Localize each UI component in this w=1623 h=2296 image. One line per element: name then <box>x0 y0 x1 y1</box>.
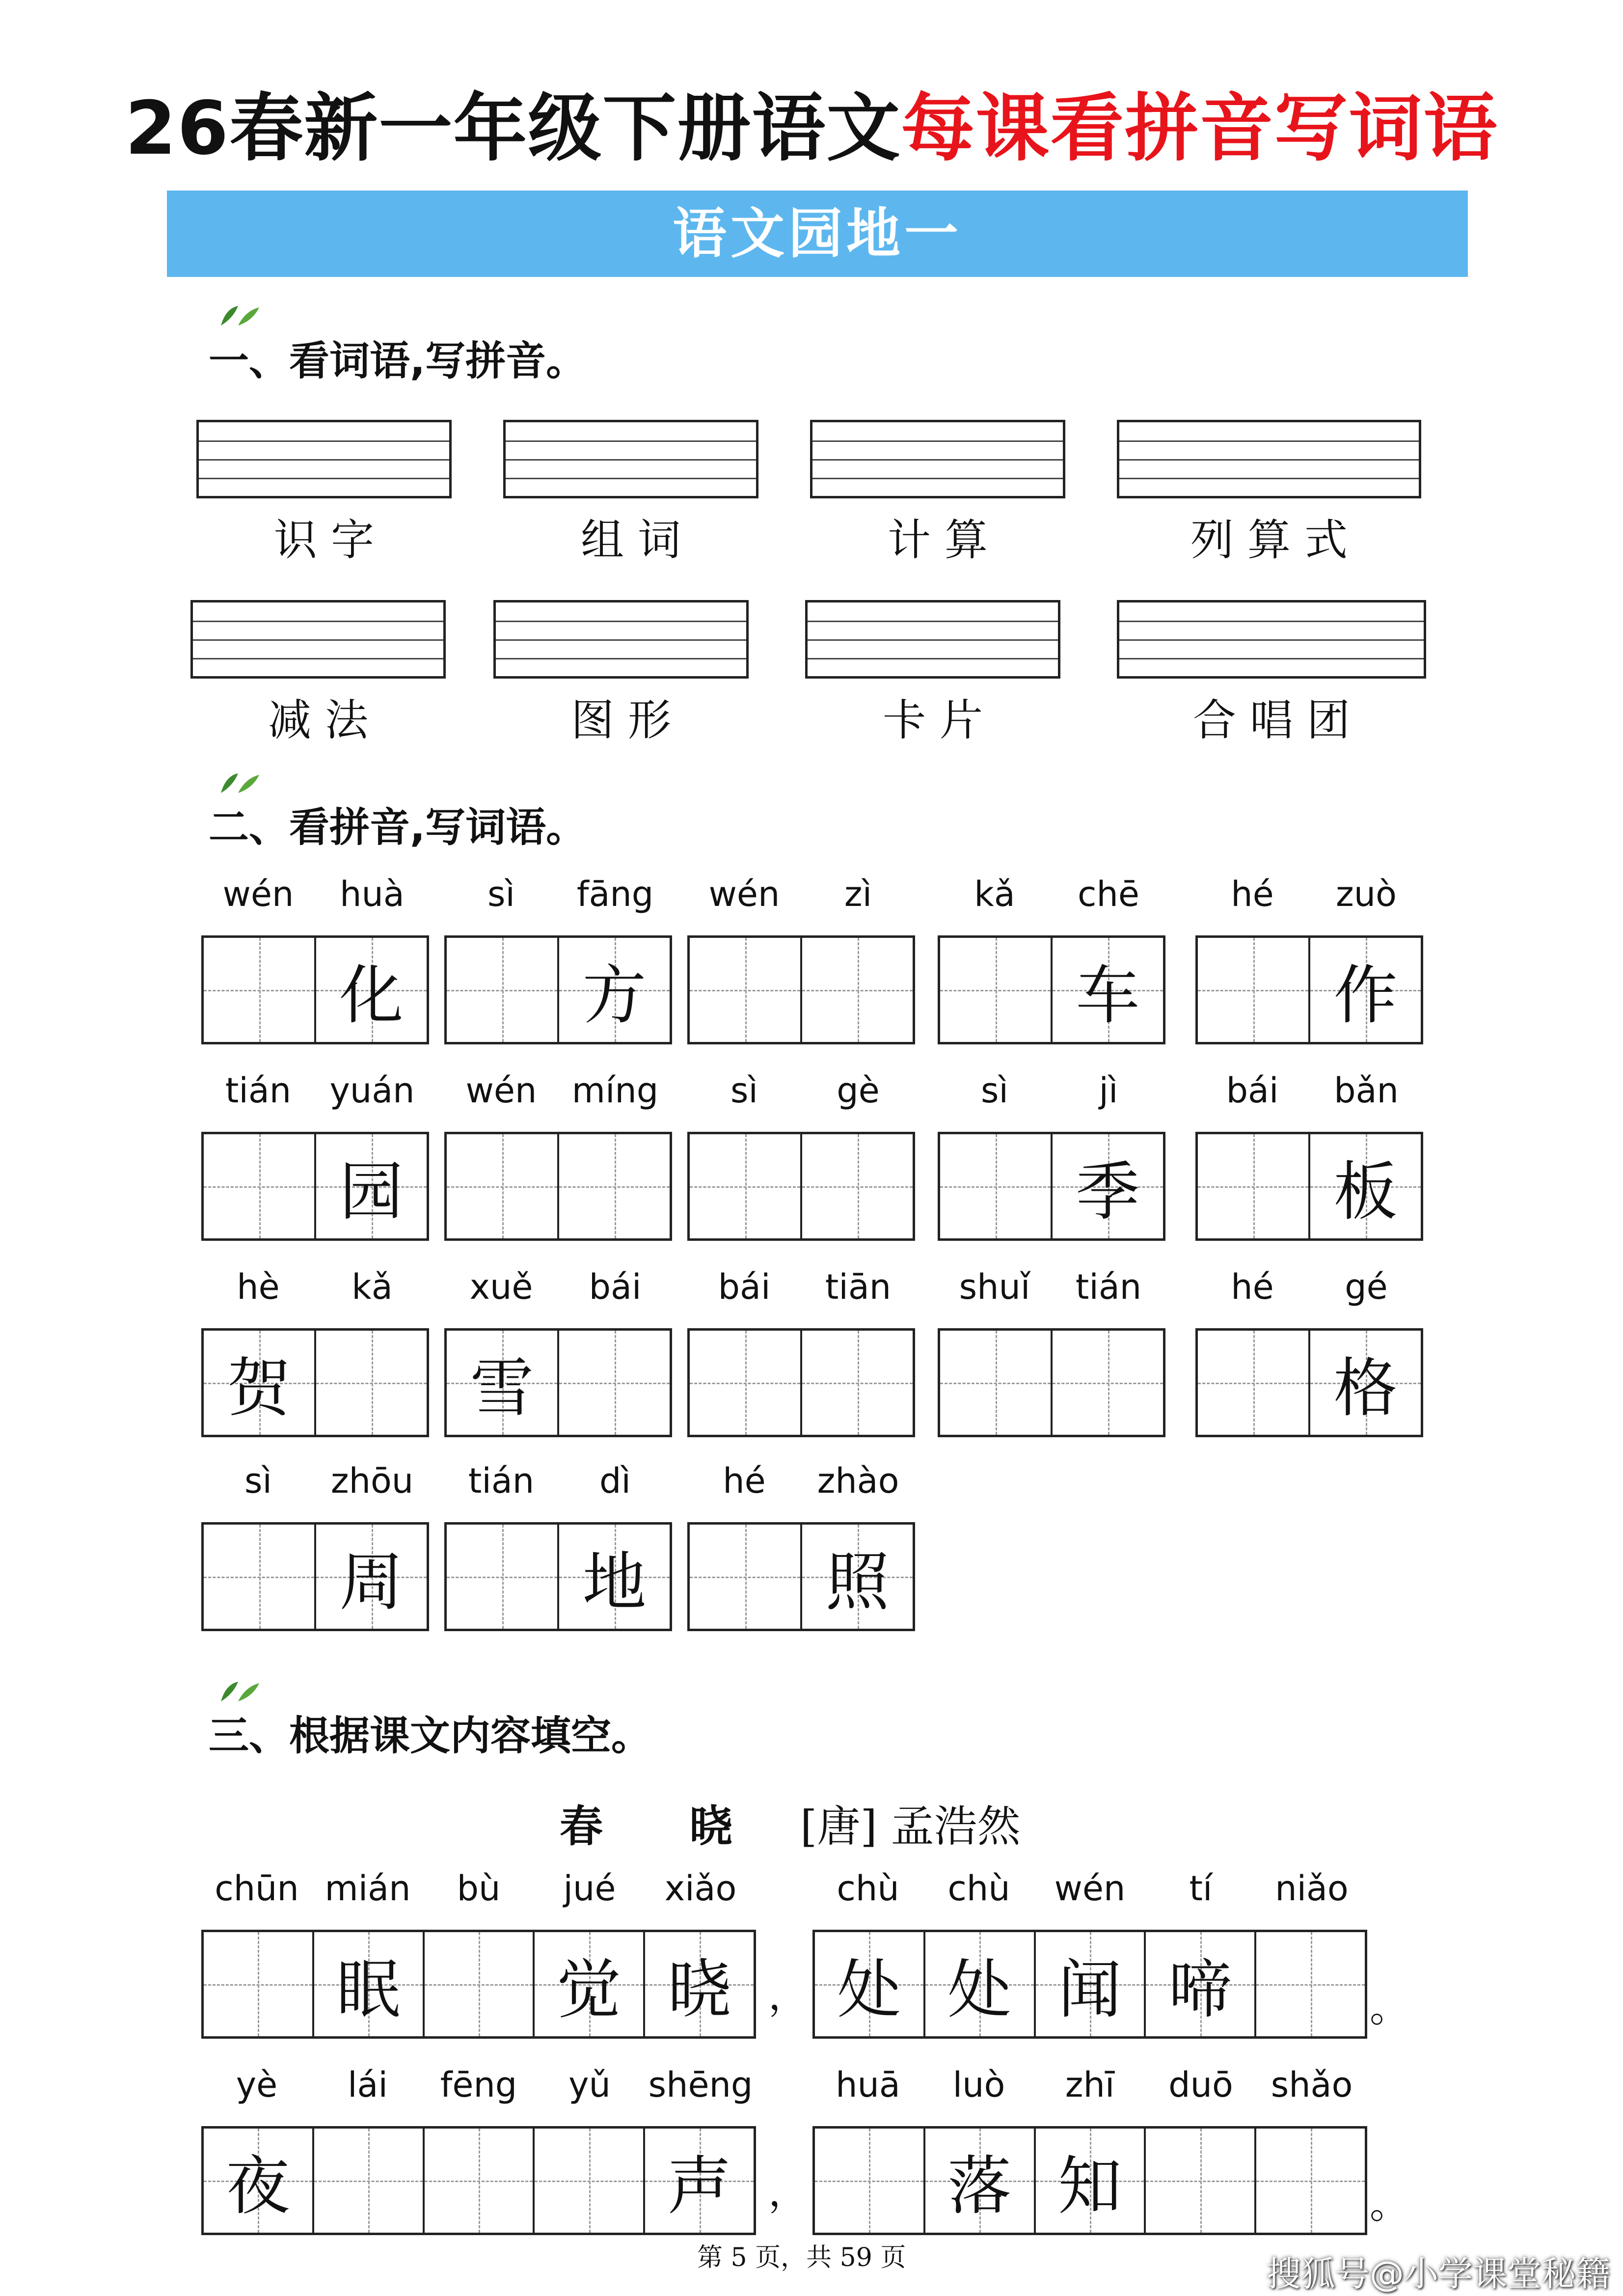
pinyin-label: bái <box>718 1267 771 1307</box>
pinyin-label: gè <box>837 1070 880 1111</box>
tianzige-grid <box>201 935 429 1044</box>
tianzige-cell[interactable] <box>316 1134 427 1238</box>
tianzige-cell[interactable] <box>690 1331 802 1435</box>
tianzige-grid <box>201 1522 429 1631</box>
tianzige-grid <box>201 1328 429 1437</box>
pinyin-label: bái <box>589 1267 642 1307</box>
pinyin-line <box>193 639 443 641</box>
cell-character: 地 <box>582 1544 647 1619</box>
tianzige-cell[interactable] <box>559 938 670 1042</box>
pinyin-label: zhī <box>1065 2065 1115 2105</box>
period-2: 。 <box>1370 2182 1409 2227</box>
pinyin-label: chù <box>947 1868 1010 1909</box>
tianzige-cell[interactable] <box>447 1134 559 1238</box>
cell-character <box>1146 2129 1254 2233</box>
tianzige-grid <box>938 935 1165 1044</box>
tianzige-cell[interactable] <box>316 1331 427 1435</box>
pinyin-label: lái <box>348 2065 388 2105</box>
cell-character <box>559 1331 670 1435</box>
pinyin-label: bù <box>457 1868 501 1909</box>
pinyin-line <box>808 658 1058 659</box>
period-1: 。 <box>1370 1985 1409 2031</box>
word-label: 卡 片 <box>883 695 983 745</box>
cell-character: 雪 <box>470 1350 534 1425</box>
pinyin-write-box[interactable] <box>190 600 446 679</box>
cell-character: 处 <box>837 1952 901 2027</box>
tianzige-cell[interactable] <box>802 938 913 1042</box>
pinyin-label: fāng <box>576 874 654 914</box>
cell-character: 化 <box>339 957 404 1033</box>
pinyin-line <box>506 440 756 442</box>
cell-character <box>690 1331 800 1435</box>
cell-character <box>447 1525 557 1629</box>
pinyin-label: kǎ <box>974 874 1015 914</box>
cell-character: 眠 <box>336 1952 401 2027</box>
tianzige-cell[interactable] <box>1146 2129 1256 2233</box>
cell-character <box>204 1525 314 1629</box>
cell-character <box>204 1932 312 2036</box>
pinyin-write-box[interactable] <box>196 420 452 498</box>
cell-character: 园 <box>339 1154 404 1229</box>
tianzige-grid <box>201 1132 429 1241</box>
pinyin-label: wén <box>708 874 780 914</box>
poem-title: 春 晓 <box>560 1801 733 1852</box>
tianzige-cell[interactable] <box>316 938 427 1042</box>
tianzige-cell[interactable] <box>1256 1932 1365 2036</box>
pinyin-line <box>506 478 756 479</box>
pinyin-write-box[interactable] <box>1117 420 1421 498</box>
pinyin-label: yǔ <box>568 2065 611 2105</box>
tianzige-cell[interactable] <box>1146 1932 1256 2036</box>
cell-character: 车 <box>1076 957 1140 1033</box>
tianzige-cell[interactable] <box>815 2129 925 2233</box>
tianzige-grid <box>687 1522 915 1631</box>
pinyin-line <box>496 658 746 659</box>
pinyin-label: bǎn <box>1334 1070 1399 1111</box>
pinyin-label: sì <box>730 1070 758 1111</box>
cell-character: 闻 <box>1057 1952 1122 2027</box>
pinyin-label: bái <box>1226 1070 1279 1111</box>
tianzige-cell[interactable] <box>316 1525 427 1629</box>
pinyin-line <box>199 459 449 461</box>
pinyin-label: hé <box>1231 874 1274 914</box>
tianzige-cell[interactable] <box>559 1525 670 1629</box>
tianzige-grid <box>687 935 915 1044</box>
cell-character: 照 <box>825 1544 890 1619</box>
pinyin-label: zhào <box>817 1461 899 1501</box>
cell-character <box>1256 2129 1365 2233</box>
cell-character <box>204 938 314 1042</box>
tianzige-cell[interactable] <box>559 1331 670 1435</box>
tianzige-grid <box>812 1930 1367 2039</box>
tianzige-cell[interactable] <box>447 1525 559 1629</box>
tianzige-cell[interactable] <box>925 2129 1036 2233</box>
cell-character <box>802 1134 913 1238</box>
section3-heading: 三、根据课文内容填空。 <box>209 1713 652 1759</box>
tianzige-grid <box>444 1522 672 1631</box>
word-label: 图 形 <box>571 695 671 745</box>
pinyin-label: wén <box>1054 1868 1126 1909</box>
tianzige-cell[interactable] <box>204 1331 316 1435</box>
pinyin-label: gé <box>1345 1267 1388 1307</box>
cell-character <box>559 1134 670 1238</box>
cell-character <box>204 1134 314 1238</box>
tianzige-cell[interactable] <box>815 1932 925 2036</box>
pinyin-label: tián <box>1075 1267 1142 1307</box>
cell-character <box>1198 1134 1308 1238</box>
pinyin-line <box>199 478 449 479</box>
leaf-icon <box>216 1679 260 1704</box>
tianzige-cell[interactable] <box>447 938 559 1042</box>
cell-character <box>940 938 1051 1042</box>
pinyin-label: chē <box>1078 874 1139 914</box>
cell-character <box>1198 1331 1308 1435</box>
page-footer: 第 5 页，共 59 页 <box>697 2243 906 2272</box>
cell-character <box>316 1331 427 1435</box>
tianzige-cell[interactable] <box>690 1134 802 1238</box>
tianzige-cell[interactable] <box>925 1932 1036 2036</box>
cell-character: 贺 <box>227 1350 291 1425</box>
pinyin-write-box[interactable] <box>493 600 749 679</box>
pinyin-label: xiǎo <box>664 1868 737 1909</box>
cell-character <box>447 938 557 1042</box>
pinyin-label: huà <box>340 874 405 914</box>
word-label: 计 算 <box>888 515 988 565</box>
tianzige-cell[interactable] <box>204 938 316 1042</box>
pinyin-label: dì <box>599 1461 631 1501</box>
tianzige-cell[interactable] <box>314 2129 425 2233</box>
pinyin-label: yuán <box>329 1070 415 1111</box>
cell-character: 知 <box>1057 2148 1122 2223</box>
pinyin-line <box>496 639 746 641</box>
cell-character <box>535 2129 643 2233</box>
cell-character <box>1198 938 1308 1042</box>
tianzige-cell[interactable] <box>645 1932 754 2036</box>
tianzige-cell[interactable] <box>535 2129 645 2233</box>
pinyin-label: jué <box>563 1868 616 1909</box>
tianzige-grid <box>444 1132 672 1241</box>
banner-text: 语文园地一 <box>673 202 962 265</box>
tianzige-grid <box>1195 935 1423 1044</box>
pinyin-label: yè <box>236 2065 278 2105</box>
pinyin-label: huā <box>836 2065 900 2105</box>
cell-character: 板 <box>1333 1154 1398 1229</box>
tianzige-cell[interactable] <box>1053 1331 1163 1435</box>
pinyin-line <box>193 621 443 622</box>
pinyin-label: wén <box>465 1070 537 1111</box>
word-label: 组 词 <box>581 515 681 565</box>
pinyin-label: hé <box>723 1461 766 1501</box>
pinyin-label: tián <box>468 1461 535 1501</box>
pinyin-line <box>812 440 1063 442</box>
tianzige-cell[interactable] <box>559 1134 670 1238</box>
pinyin-write-box[interactable] <box>810 420 1065 498</box>
cell-character <box>314 2129 423 2233</box>
tianzige-grid <box>444 1328 672 1437</box>
pinyin-line <box>1119 440 1419 442</box>
pinyin-line <box>199 440 449 442</box>
pinyin-label: hé <box>1231 1267 1274 1307</box>
comma-2: ， <box>768 2169 808 2215</box>
pinyin-label: duō <box>1168 2065 1233 2105</box>
pinyin-label: sì <box>981 1070 1008 1111</box>
pinyin-label: sì <box>487 874 515 914</box>
tianzige-cell[interactable] <box>314 1932 425 2036</box>
tianzige-cell[interactable] <box>802 1134 913 1238</box>
cell-character: 声 <box>667 2148 731 2223</box>
pinyin-label: míng <box>571 1070 659 1111</box>
pinyin-label: chù <box>837 1868 899 1909</box>
cell-character: 处 <box>947 1952 1012 2027</box>
pinyin-line <box>1119 639 1424 641</box>
cell-character <box>690 938 800 1042</box>
tianzige-grid <box>812 2126 1367 2235</box>
tianzige-cell[interactable] <box>1256 2129 1365 2233</box>
tianzige-grid <box>1195 1328 1423 1437</box>
title-black: 26春新一年级下册语文 <box>125 86 901 171</box>
cell-character <box>940 1331 1051 1435</box>
leaf-icon <box>216 771 260 795</box>
tianzige-cell[interactable] <box>1036 1932 1146 2036</box>
cell-character: 觉 <box>557 1952 621 2027</box>
cell-character <box>425 1932 533 2036</box>
tianzige-cell[interactable] <box>1036 2129 1146 2233</box>
pinyin-line <box>506 459 756 461</box>
cell-character <box>802 938 913 1042</box>
word-label: 减 法 <box>268 695 368 745</box>
tianzige-cell[interactable] <box>1053 938 1163 1042</box>
pinyin-label: tí <box>1189 1868 1213 1909</box>
cell-character: 方 <box>582 957 647 1033</box>
cell-character <box>815 2129 923 2233</box>
tianzige-cell[interactable] <box>1053 1134 1163 1238</box>
pinyin-label: shǎo <box>1271 2065 1353 2105</box>
cell-character <box>690 1525 800 1629</box>
pinyin-line <box>1119 459 1419 461</box>
cell-character: 作 <box>1333 957 1398 1033</box>
pinyin-label: zhōu <box>330 1461 414 1501</box>
pinyin-write-box[interactable] <box>805 600 1060 679</box>
cell-character: 夜 <box>226 2148 290 2223</box>
tianzige-cell[interactable] <box>802 1525 913 1629</box>
pinyin-label: wén <box>222 874 294 914</box>
tianzige-cell[interactable] <box>940 938 1053 1042</box>
tianzige-cell[interactable] <box>1198 1134 1310 1238</box>
pinyin-write-box[interactable] <box>503 420 758 498</box>
pinyin-label: fēng <box>440 2065 517 2105</box>
cell-character <box>447 1134 557 1238</box>
cell-character <box>690 1134 800 1238</box>
pinyin-label: kǎ <box>352 1267 393 1307</box>
poem-author: [唐] 孟浩然 <box>800 1801 1021 1852</box>
pinyin-label: hè <box>237 1267 280 1307</box>
word-label: 识 字 <box>274 515 374 565</box>
pinyin-label: luò <box>952 2065 1005 2105</box>
pinyin-line <box>496 621 746 622</box>
cell-character: 格 <box>1333 1350 1398 1425</box>
cell-character <box>425 2129 533 2233</box>
tianzige-cell[interactable] <box>204 1932 314 2036</box>
tianzige-cell[interactable] <box>204 1525 316 1629</box>
tianzige-cell[interactable] <box>1198 1331 1310 1435</box>
pinyin-line <box>1119 621 1424 622</box>
tianzige-grid <box>201 1930 756 2039</box>
pinyin-line <box>193 658 443 659</box>
pinyin-label: zuò <box>1336 874 1397 914</box>
section1-heading: 一、看词语,写拼音。 <box>209 338 587 384</box>
cell-character: 季 <box>1076 1154 1140 1229</box>
leaf-icon <box>216 303 260 328</box>
cell-character <box>1053 1331 1163 1435</box>
tianzige-cell[interactable] <box>425 2129 535 2233</box>
pinyin-line <box>1119 478 1419 479</box>
word-label: 合 唱 团 <box>1193 695 1350 745</box>
pinyin-label: zì <box>844 874 872 914</box>
word-label: 列 算 式 <box>1190 515 1348 565</box>
tianzige-cell[interactable] <box>690 938 802 1042</box>
pinyin-line <box>812 459 1063 461</box>
pinyin-line <box>1119 658 1424 659</box>
tianzige-cell[interactable] <box>940 1134 1053 1238</box>
pinyin-label: shuǐ <box>959 1267 1030 1307</box>
tianzige-cell[interactable] <box>535 1932 645 2036</box>
tianzige-cell[interactable] <box>447 1331 559 1435</box>
unit-banner <box>167 191 1468 277</box>
tianzige-grid <box>1195 1132 1423 1241</box>
tianzige-cell[interactable] <box>690 1525 802 1629</box>
watermark: 搜狐号@小学课堂秘籍 <box>1267 2254 1610 2294</box>
pinyin-label: tiān <box>825 1267 892 1307</box>
cell-character <box>802 1331 913 1435</box>
page-title <box>0 69 1623 175</box>
pinyin-label: niǎo <box>1275 1868 1349 1909</box>
tianzige-grid <box>938 1132 1165 1241</box>
pinyin-line <box>808 639 1058 641</box>
tianzige-grid <box>687 1328 915 1437</box>
cell-character: 周 <box>339 1544 404 1619</box>
pinyin-label: jì <box>1099 1070 1118 1111</box>
cell-character: 啼 <box>1168 1952 1232 2027</box>
title-red: 每课看拼音写词语 <box>901 86 1498 171</box>
pinyin-write-box[interactable] <box>1117 600 1426 679</box>
tianzige-cell[interactable] <box>1310 1331 1421 1435</box>
pinyin-label: tián <box>225 1070 292 1111</box>
pinyin-label: sì <box>244 1461 272 1501</box>
tianzige-cell[interactable] <box>940 1331 1053 1435</box>
pinyin-label: shēng <box>648 2065 753 2105</box>
pinyin-label: chūn <box>215 1868 299 1909</box>
tianzige-cell[interactable] <box>1198 938 1310 1042</box>
pinyin-line <box>812 478 1063 479</box>
tianzige-cell[interactable] <box>204 2129 314 2233</box>
comma-1: ， <box>768 1973 808 2019</box>
section2-heading: 二、看拼音,写词语。 <box>209 804 587 851</box>
pinyin-label: mián <box>325 1868 411 1909</box>
tianzige-grid <box>938 1328 1165 1437</box>
tianzige-cell[interactable] <box>1310 938 1421 1042</box>
tianzige-grid <box>444 935 672 1044</box>
pinyin-line <box>808 621 1058 622</box>
tianzige-grid <box>201 2126 756 2235</box>
tianzige-grid <box>687 1132 915 1241</box>
cell-character <box>1256 1932 1365 2036</box>
pinyin-label: xuě <box>469 1267 533 1307</box>
tianzige-cell[interactable] <box>802 1331 913 1435</box>
cell-character: 晓 <box>667 1952 731 2027</box>
tianzige-cell[interactable] <box>1310 1134 1421 1238</box>
tianzige-cell[interactable] <box>645 2129 754 2233</box>
tianzige-cell[interactable] <box>425 1932 535 2036</box>
tianzige-cell[interactable] <box>204 1134 316 1238</box>
cell-character: 落 <box>947 2148 1012 2223</box>
cell-character <box>940 1134 1051 1238</box>
